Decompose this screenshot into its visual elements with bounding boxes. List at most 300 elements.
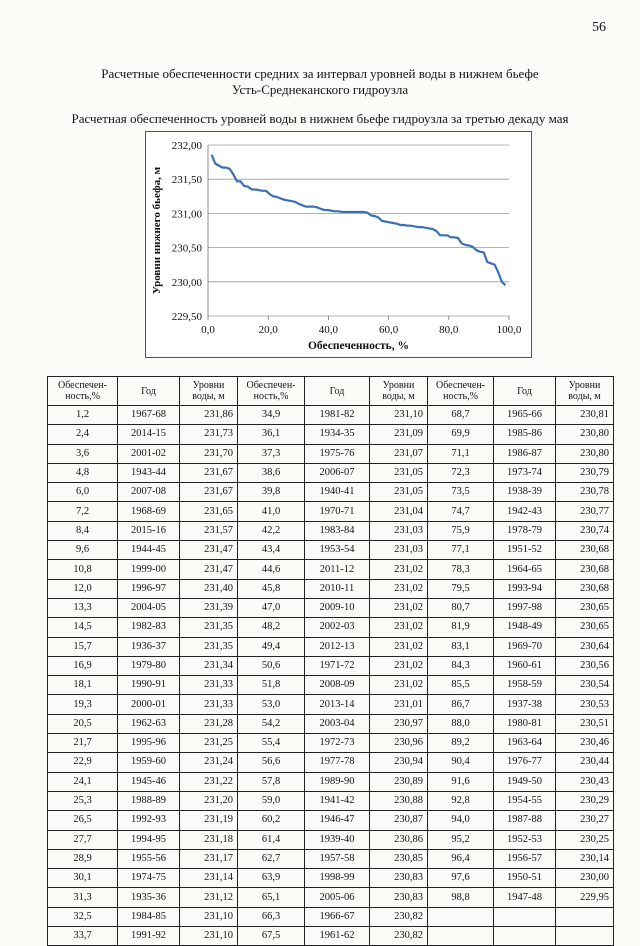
level-cell: 231,67 bbox=[180, 463, 238, 482]
year-cell: 1968-69 bbox=[118, 502, 180, 521]
year-cell: 1949-50 bbox=[494, 772, 556, 791]
year-cell: 1998-99 bbox=[305, 869, 370, 888]
probability-cell: 84,3 bbox=[428, 656, 494, 675]
probability-cell: 51,8 bbox=[238, 676, 305, 695]
year-cell: 1979-80 bbox=[118, 656, 180, 675]
level-cell bbox=[556, 907, 614, 926]
probability-cell: 25,3 bbox=[48, 791, 118, 810]
level-cell: 231,35 bbox=[180, 618, 238, 637]
probability-cell: 91,6 bbox=[428, 772, 494, 791]
level-cell: 230,65 bbox=[556, 598, 614, 617]
probability-cell: 15,7 bbox=[48, 637, 118, 656]
probability-cell: 67,5 bbox=[238, 927, 305, 946]
probability-cell: 34,9 bbox=[238, 406, 305, 425]
probability-cell: 72,3 bbox=[428, 463, 494, 482]
year-cell: 2015-16 bbox=[118, 521, 180, 540]
level-cell: 231,70 bbox=[180, 444, 238, 463]
probability-cell: 61,4 bbox=[238, 830, 305, 849]
level-cell: 231,02 bbox=[370, 598, 428, 617]
level-cell: 231,73 bbox=[180, 425, 238, 444]
table-row bbox=[48, 907, 614, 926]
year-cell: 1944-45 bbox=[118, 541, 180, 560]
probability-cell: 83,1 bbox=[428, 637, 494, 656]
probability-cell: 73,5 bbox=[428, 483, 494, 502]
probability-cell: 9,6 bbox=[48, 541, 118, 560]
level-cell: 231,40 bbox=[180, 579, 238, 598]
probability-cell: 85,5 bbox=[428, 676, 494, 695]
year-cell: 1989-90 bbox=[305, 772, 370, 791]
level-cell: 231,14 bbox=[180, 869, 238, 888]
year-cell: 1981-82 bbox=[305, 406, 370, 425]
level-cell: 230,51 bbox=[556, 714, 614, 733]
probability-cell: 63,9 bbox=[238, 869, 305, 888]
level-cell: 230,78 bbox=[556, 483, 614, 502]
level-cell: 229,95 bbox=[556, 888, 614, 907]
probability-cell: 97,6 bbox=[428, 869, 494, 888]
probability-cell: 45,8 bbox=[238, 579, 305, 598]
table-row bbox=[48, 791, 614, 810]
probability-cell: 30,1 bbox=[48, 869, 118, 888]
level-cell: 230,25 bbox=[556, 830, 614, 849]
level-cell: 231,33 bbox=[180, 676, 238, 695]
probability-cell: 4,8 bbox=[48, 463, 118, 482]
year-cell: 1978-79 bbox=[494, 521, 556, 540]
probability-cell: 89,2 bbox=[428, 734, 494, 753]
year-cell: 1939-40 bbox=[305, 830, 370, 849]
x-tick-label: 40,0 bbox=[318, 324, 339, 336]
probability-cell: 37,3 bbox=[238, 444, 305, 463]
probability-cell: 57,8 bbox=[238, 772, 305, 791]
level-cell: 231,03 bbox=[370, 541, 428, 560]
header-probability: Обеспечен-ность,% bbox=[238, 377, 305, 406]
year-cell: 2001-02 bbox=[118, 444, 180, 463]
probability-cell: 28,9 bbox=[48, 849, 118, 868]
probability-cell: 18,1 bbox=[48, 676, 118, 695]
probability-cell: 21,7 bbox=[48, 734, 118, 753]
table-row bbox=[48, 560, 614, 579]
level-cell: 231,57 bbox=[180, 521, 238, 540]
year-cell: 1960-61 bbox=[494, 656, 556, 675]
year-cell: 1957-58 bbox=[305, 849, 370, 868]
probability-cell bbox=[428, 927, 494, 946]
table-row bbox=[48, 695, 614, 714]
header-year: Год bbox=[118, 377, 180, 406]
level-cell: 231,02 bbox=[370, 656, 428, 675]
level-cell: 230,54 bbox=[556, 676, 614, 695]
level-cell: 230,79 bbox=[556, 463, 614, 482]
year-cell: 1936-37 bbox=[118, 637, 180, 656]
probability-cell: 56,6 bbox=[238, 753, 305, 772]
probability-cell: 27,7 bbox=[48, 830, 118, 849]
probability-cell: 59,0 bbox=[238, 791, 305, 810]
y-tick-label: 232,00 bbox=[171, 140, 202, 152]
probability-cell: 68,7 bbox=[428, 406, 494, 425]
probability-cell: 42,2 bbox=[238, 521, 305, 540]
year-cell: 1971-72 bbox=[305, 656, 370, 675]
probability-cell: 33,7 bbox=[48, 927, 118, 946]
table-row bbox=[48, 849, 614, 868]
level-cell: 231,02 bbox=[370, 579, 428, 598]
year-cell: 1954-55 bbox=[494, 791, 556, 810]
table-row bbox=[48, 714, 614, 733]
table-row bbox=[48, 830, 614, 849]
probability-cell: 39,8 bbox=[238, 483, 305, 502]
probability-cell: 71,1 bbox=[428, 444, 494, 463]
year-cell: 1966-67 bbox=[305, 907, 370, 926]
year-cell: 2010-11 bbox=[305, 579, 370, 598]
level-cell: 231,86 bbox=[180, 406, 238, 425]
year-cell: 1970-71 bbox=[305, 502, 370, 521]
year-cell: 2003-04 bbox=[305, 714, 370, 733]
year-cell: 1965-66 bbox=[494, 406, 556, 425]
level-cell: 231,02 bbox=[370, 560, 428, 579]
level-cell: 230,86 bbox=[370, 830, 428, 849]
y-tick-label: 230,00 bbox=[171, 276, 202, 289]
level-cell: 231,25 bbox=[180, 734, 238, 753]
x-tick-label: 80,0 bbox=[439, 324, 459, 336]
year-cell: 1955-56 bbox=[118, 849, 180, 868]
year-cell: 2009-10 bbox=[305, 598, 370, 617]
level-cell: 231,47 bbox=[180, 560, 238, 579]
level-cell: 230,64 bbox=[556, 637, 614, 656]
level-cell: 231,24 bbox=[180, 753, 238, 772]
year-cell: 1975-76 bbox=[305, 444, 370, 463]
year-cell: 1976-77 bbox=[494, 753, 556, 772]
level-cell: 230,68 bbox=[556, 560, 614, 579]
probability-cell: 7,2 bbox=[48, 502, 118, 521]
probability-cell: 69,9 bbox=[428, 425, 494, 444]
probability-cell: 75,9 bbox=[428, 521, 494, 540]
year-cell: 1999-00 bbox=[118, 560, 180, 579]
probability-cell: 24,1 bbox=[48, 772, 118, 791]
year-cell: 1934-35 bbox=[305, 425, 370, 444]
y-tick-label: 229,50 bbox=[171, 311, 202, 323]
header-level: Уровни воды, м bbox=[180, 377, 238, 406]
year-cell: 1950-51 bbox=[494, 869, 556, 888]
level-cell: 230,68 bbox=[556, 541, 614, 560]
year-cell: 1951-52 bbox=[494, 541, 556, 560]
level-cell: 231,65 bbox=[180, 502, 238, 521]
y-tick-label: 231,00 bbox=[171, 208, 202, 221]
year-cell bbox=[494, 907, 556, 926]
level-cell: 230,56 bbox=[556, 656, 614, 675]
level-cell: 231,10 bbox=[370, 406, 428, 425]
table-row bbox=[48, 869, 614, 888]
level-cell: 231,18 bbox=[180, 830, 238, 849]
year-cell: 1942-43 bbox=[494, 502, 556, 521]
level-cell: 230,46 bbox=[556, 734, 614, 753]
level-cell: 231,22 bbox=[180, 772, 238, 791]
header-probability: Обеспечен-ность,% bbox=[48, 377, 118, 406]
year-cell: 1938-39 bbox=[494, 483, 556, 502]
level-cell: 231,04 bbox=[370, 502, 428, 521]
probability-cell: 8,4 bbox=[48, 521, 118, 540]
year-cell: 1956-57 bbox=[494, 849, 556, 868]
level-cell: 230,74 bbox=[556, 521, 614, 540]
year-cell: 1992-93 bbox=[118, 811, 180, 830]
table-row bbox=[48, 483, 614, 502]
probability-cell: 79,5 bbox=[428, 579, 494, 598]
document-title-line1: Расчетные обеспеченности средних за интервал уровней воды в нижнем бьефе bbox=[101, 66, 539, 81]
probability-cell: 81,9 bbox=[428, 618, 494, 637]
probability-cell: 98,8 bbox=[428, 888, 494, 907]
probability-cell: 43,4 bbox=[238, 541, 305, 560]
table-row bbox=[48, 425, 614, 444]
year-cell: 1990-91 bbox=[118, 676, 180, 695]
table-row bbox=[48, 598, 614, 617]
year-cell: 2012-13 bbox=[305, 637, 370, 656]
probability-cell: 2,4 bbox=[48, 425, 118, 444]
year-cell: 2000-01 bbox=[118, 695, 180, 714]
year-cell: 1980-81 bbox=[494, 714, 556, 733]
year-cell: 1946-47 bbox=[305, 811, 370, 830]
level-cell: 231,35 bbox=[180, 637, 238, 656]
table-row bbox=[48, 463, 614, 482]
probability-cell: 74,7 bbox=[428, 502, 494, 521]
header-year: Год bbox=[305, 377, 370, 406]
level-cell: 231,02 bbox=[370, 618, 428, 637]
probability-cell: 53,0 bbox=[238, 695, 305, 714]
level-cell: 230,27 bbox=[556, 811, 614, 830]
year-cell: 1977-78 bbox=[305, 753, 370, 772]
probability-cell: 86,7 bbox=[428, 695, 494, 714]
probability-cell: 26,5 bbox=[48, 811, 118, 830]
level-cell: 231,03 bbox=[370, 521, 428, 540]
y-tick-label: 231,50 bbox=[171, 174, 202, 187]
year-cell: 1993-94 bbox=[494, 579, 556, 598]
x-tick-label: 20,0 bbox=[258, 324, 278, 336]
year-cell: 1964-65 bbox=[494, 560, 556, 579]
level-cell: 231,17 bbox=[180, 849, 238, 868]
year-cell: 1984-85 bbox=[118, 907, 180, 926]
probability-cell: 60,2 bbox=[238, 811, 305, 830]
level-cell: 230,94 bbox=[370, 753, 428, 772]
probability-cell: 80,7 bbox=[428, 598, 494, 617]
table-row bbox=[48, 637, 614, 656]
probability-cell: 77,1 bbox=[428, 541, 494, 560]
level-cell: 231,05 bbox=[370, 463, 428, 482]
probability-cell: 3,6 bbox=[48, 444, 118, 463]
probability-cell: 32,5 bbox=[48, 907, 118, 926]
level-cell: 231,39 bbox=[180, 598, 238, 617]
year-cell: 1952-53 bbox=[494, 830, 556, 849]
table-row bbox=[48, 541, 614, 560]
level-cell: 230,43 bbox=[556, 772, 614, 791]
probability-cell: 20,5 bbox=[48, 714, 118, 733]
year-cell: 1959-60 bbox=[118, 753, 180, 772]
probability-cell: 94,0 bbox=[428, 811, 494, 830]
year-cell: 1962-63 bbox=[118, 714, 180, 733]
probability-cell: 19,3 bbox=[48, 695, 118, 714]
level-cell: 231,28 bbox=[180, 714, 238, 733]
table-row bbox=[48, 734, 614, 753]
year-cell: 2013-14 bbox=[305, 695, 370, 714]
year-cell: 1935-36 bbox=[118, 888, 180, 907]
level-cell: 231,19 bbox=[180, 811, 238, 830]
year-cell: 1986-87 bbox=[494, 444, 556, 463]
level-cell: 231,33 bbox=[180, 695, 238, 714]
year-cell: 1963-64 bbox=[494, 734, 556, 753]
probability-cell bbox=[428, 907, 494, 926]
level-cell: 231,10 bbox=[180, 907, 238, 926]
table-row bbox=[48, 521, 614, 540]
level-cell: 230,53 bbox=[556, 695, 614, 714]
year-cell bbox=[494, 927, 556, 946]
probability-chart bbox=[146, 132, 531, 357]
probability-cell: 62,7 bbox=[238, 849, 305, 868]
probability-cell: 55,4 bbox=[238, 734, 305, 753]
year-cell: 1961-62 bbox=[305, 927, 370, 946]
level-cell: 231,05 bbox=[370, 483, 428, 502]
probability-cell: 54,2 bbox=[238, 714, 305, 733]
y-axis-label: Уровни нижнего бьефа, м bbox=[151, 166, 163, 295]
probability-cell: 14,5 bbox=[48, 618, 118, 637]
year-cell: 1995-96 bbox=[118, 734, 180, 753]
year-cell: 1937-38 bbox=[494, 695, 556, 714]
probability-cell: 13,3 bbox=[48, 598, 118, 617]
level-cell: 231,01 bbox=[370, 695, 428, 714]
year-cell: 1996-97 bbox=[118, 579, 180, 598]
level-cell: 230,82 bbox=[370, 927, 428, 946]
table-row bbox=[48, 888, 614, 907]
year-cell: 1969-70 bbox=[494, 637, 556, 656]
probability-cell: 44,6 bbox=[238, 560, 305, 579]
year-cell: 2002-03 bbox=[305, 618, 370, 637]
level-cell: 230,29 bbox=[556, 791, 614, 810]
header-probability: Обеспечен-ность,% bbox=[428, 377, 494, 406]
probability-cell: 31,3 bbox=[48, 888, 118, 907]
chart-title: Расчетная обеспеченность уровней воды в нижнем бьефе гидроузла за третью декаду мая bbox=[71, 111, 569, 126]
level-cell: 230,87 bbox=[370, 811, 428, 830]
probability-cell: 66,3 bbox=[238, 907, 305, 926]
level-cell: 231,12 bbox=[180, 888, 238, 907]
year-cell: 2006-07 bbox=[305, 463, 370, 482]
level-cell: 230,97 bbox=[370, 714, 428, 733]
year-cell: 1982-83 bbox=[118, 618, 180, 637]
header-level: Уровни воды, м bbox=[370, 377, 428, 406]
table-header-row bbox=[48, 377, 614, 406]
year-cell: 1947-48 bbox=[494, 888, 556, 907]
year-cell: 2014-15 bbox=[118, 425, 180, 444]
year-cell: 2007-08 bbox=[118, 483, 180, 502]
table-row bbox=[48, 927, 614, 946]
table-row bbox=[48, 618, 614, 637]
year-cell: 1991-92 bbox=[118, 927, 180, 946]
year-cell: 2011-12 bbox=[305, 560, 370, 579]
level-cell: 230,80 bbox=[556, 425, 614, 444]
year-cell: 1974-75 bbox=[118, 869, 180, 888]
table-row bbox=[48, 772, 614, 791]
probability-cell: 10,8 bbox=[48, 560, 118, 579]
level-cell: 231,09 bbox=[370, 425, 428, 444]
level-cell: 231,34 bbox=[180, 656, 238, 675]
year-cell: 1967-68 bbox=[118, 406, 180, 425]
probability-cell: 78,3 bbox=[428, 560, 494, 579]
year-cell: 2008-09 bbox=[305, 676, 370, 695]
year-cell: 1994-95 bbox=[118, 830, 180, 849]
table-row bbox=[48, 579, 614, 598]
year-cell: 1988-89 bbox=[118, 791, 180, 810]
table-row bbox=[48, 502, 614, 521]
probability-cell: 6,0 bbox=[48, 483, 118, 502]
probability-cell: 49,4 bbox=[238, 637, 305, 656]
year-cell: 1987-88 bbox=[494, 811, 556, 830]
table-row bbox=[48, 444, 614, 463]
level-cell: 230,80 bbox=[556, 444, 614, 463]
level-cell: 231,67 bbox=[180, 483, 238, 502]
probability-cell: 47,0 bbox=[238, 598, 305, 617]
probability-cell: 92,8 bbox=[428, 791, 494, 810]
year-cell: 1940-41 bbox=[305, 483, 370, 502]
year-cell: 1985-86 bbox=[494, 425, 556, 444]
probability-cell: 41,0 bbox=[238, 502, 305, 521]
level-cell: 231,20 bbox=[180, 791, 238, 810]
probability-cell: 90,4 bbox=[428, 753, 494, 772]
probability-cell: 95,2 bbox=[428, 830, 494, 849]
level-cell: 230,96 bbox=[370, 734, 428, 753]
probability-cell: 36,1 bbox=[238, 425, 305, 444]
year-cell: 1943-44 bbox=[118, 463, 180, 482]
level-cell: 230,77 bbox=[556, 502, 614, 521]
header-year: Год bbox=[494, 377, 556, 406]
level-cell: 230,83 bbox=[370, 869, 428, 888]
year-cell: 2005-06 bbox=[305, 888, 370, 907]
probability-table bbox=[47, 376, 614, 946]
page-number: 56 bbox=[592, 20, 606, 35]
x-axis-label: Обеспеченность, % bbox=[307, 340, 410, 352]
probability-cell: 1,2 bbox=[48, 406, 118, 425]
document-title-line2: Усть-Среднеканского гидроузла bbox=[231, 82, 409, 97]
chart-frame bbox=[145, 131, 532, 358]
level-cell: 230,85 bbox=[370, 849, 428, 868]
table-row bbox=[48, 656, 614, 675]
level-cell: 230,14 bbox=[556, 849, 614, 868]
level-cell: 230,68 bbox=[556, 579, 614, 598]
level-cell: 230,81 bbox=[556, 406, 614, 425]
level-cell: 230,83 bbox=[370, 888, 428, 907]
probability-cell: 12,0 bbox=[48, 579, 118, 598]
level-cell: 231,02 bbox=[370, 637, 428, 656]
table-row bbox=[48, 753, 614, 772]
level-cell: 230,82 bbox=[370, 907, 428, 926]
probability-cell: 16,9 bbox=[48, 656, 118, 675]
level-cell: 231,02 bbox=[370, 676, 428, 695]
year-cell: 1945-46 bbox=[118, 772, 180, 791]
probability-curve bbox=[212, 155, 506, 286]
probability-cell: 88,0 bbox=[428, 714, 494, 733]
year-cell: 1973-74 bbox=[494, 463, 556, 482]
table-row bbox=[48, 406, 614, 425]
x-tick-label: 100,0 bbox=[496, 324, 522, 336]
level-cell: 230,88 bbox=[370, 791, 428, 810]
year-cell: 1972-73 bbox=[305, 734, 370, 753]
level-cell: 230,00 bbox=[556, 869, 614, 888]
probability-cell: 48,2 bbox=[238, 618, 305, 637]
probability-cell: 50,6 bbox=[238, 656, 305, 675]
level-cell: 230,89 bbox=[370, 772, 428, 791]
year-cell: 2004-05 bbox=[118, 598, 180, 617]
year-cell: 1997-98 bbox=[494, 598, 556, 617]
year-cell: 1983-84 bbox=[305, 521, 370, 540]
year-cell: 1941-42 bbox=[305, 791, 370, 810]
year-cell: 1953-54 bbox=[305, 541, 370, 560]
table-row bbox=[48, 676, 614, 695]
level-cell: 231,07 bbox=[370, 444, 428, 463]
table-row bbox=[48, 811, 614, 830]
header-level: Уровни воды, м bbox=[556, 377, 614, 406]
level-cell: 230,65 bbox=[556, 618, 614, 637]
year-cell: 1948-49 bbox=[494, 618, 556, 637]
